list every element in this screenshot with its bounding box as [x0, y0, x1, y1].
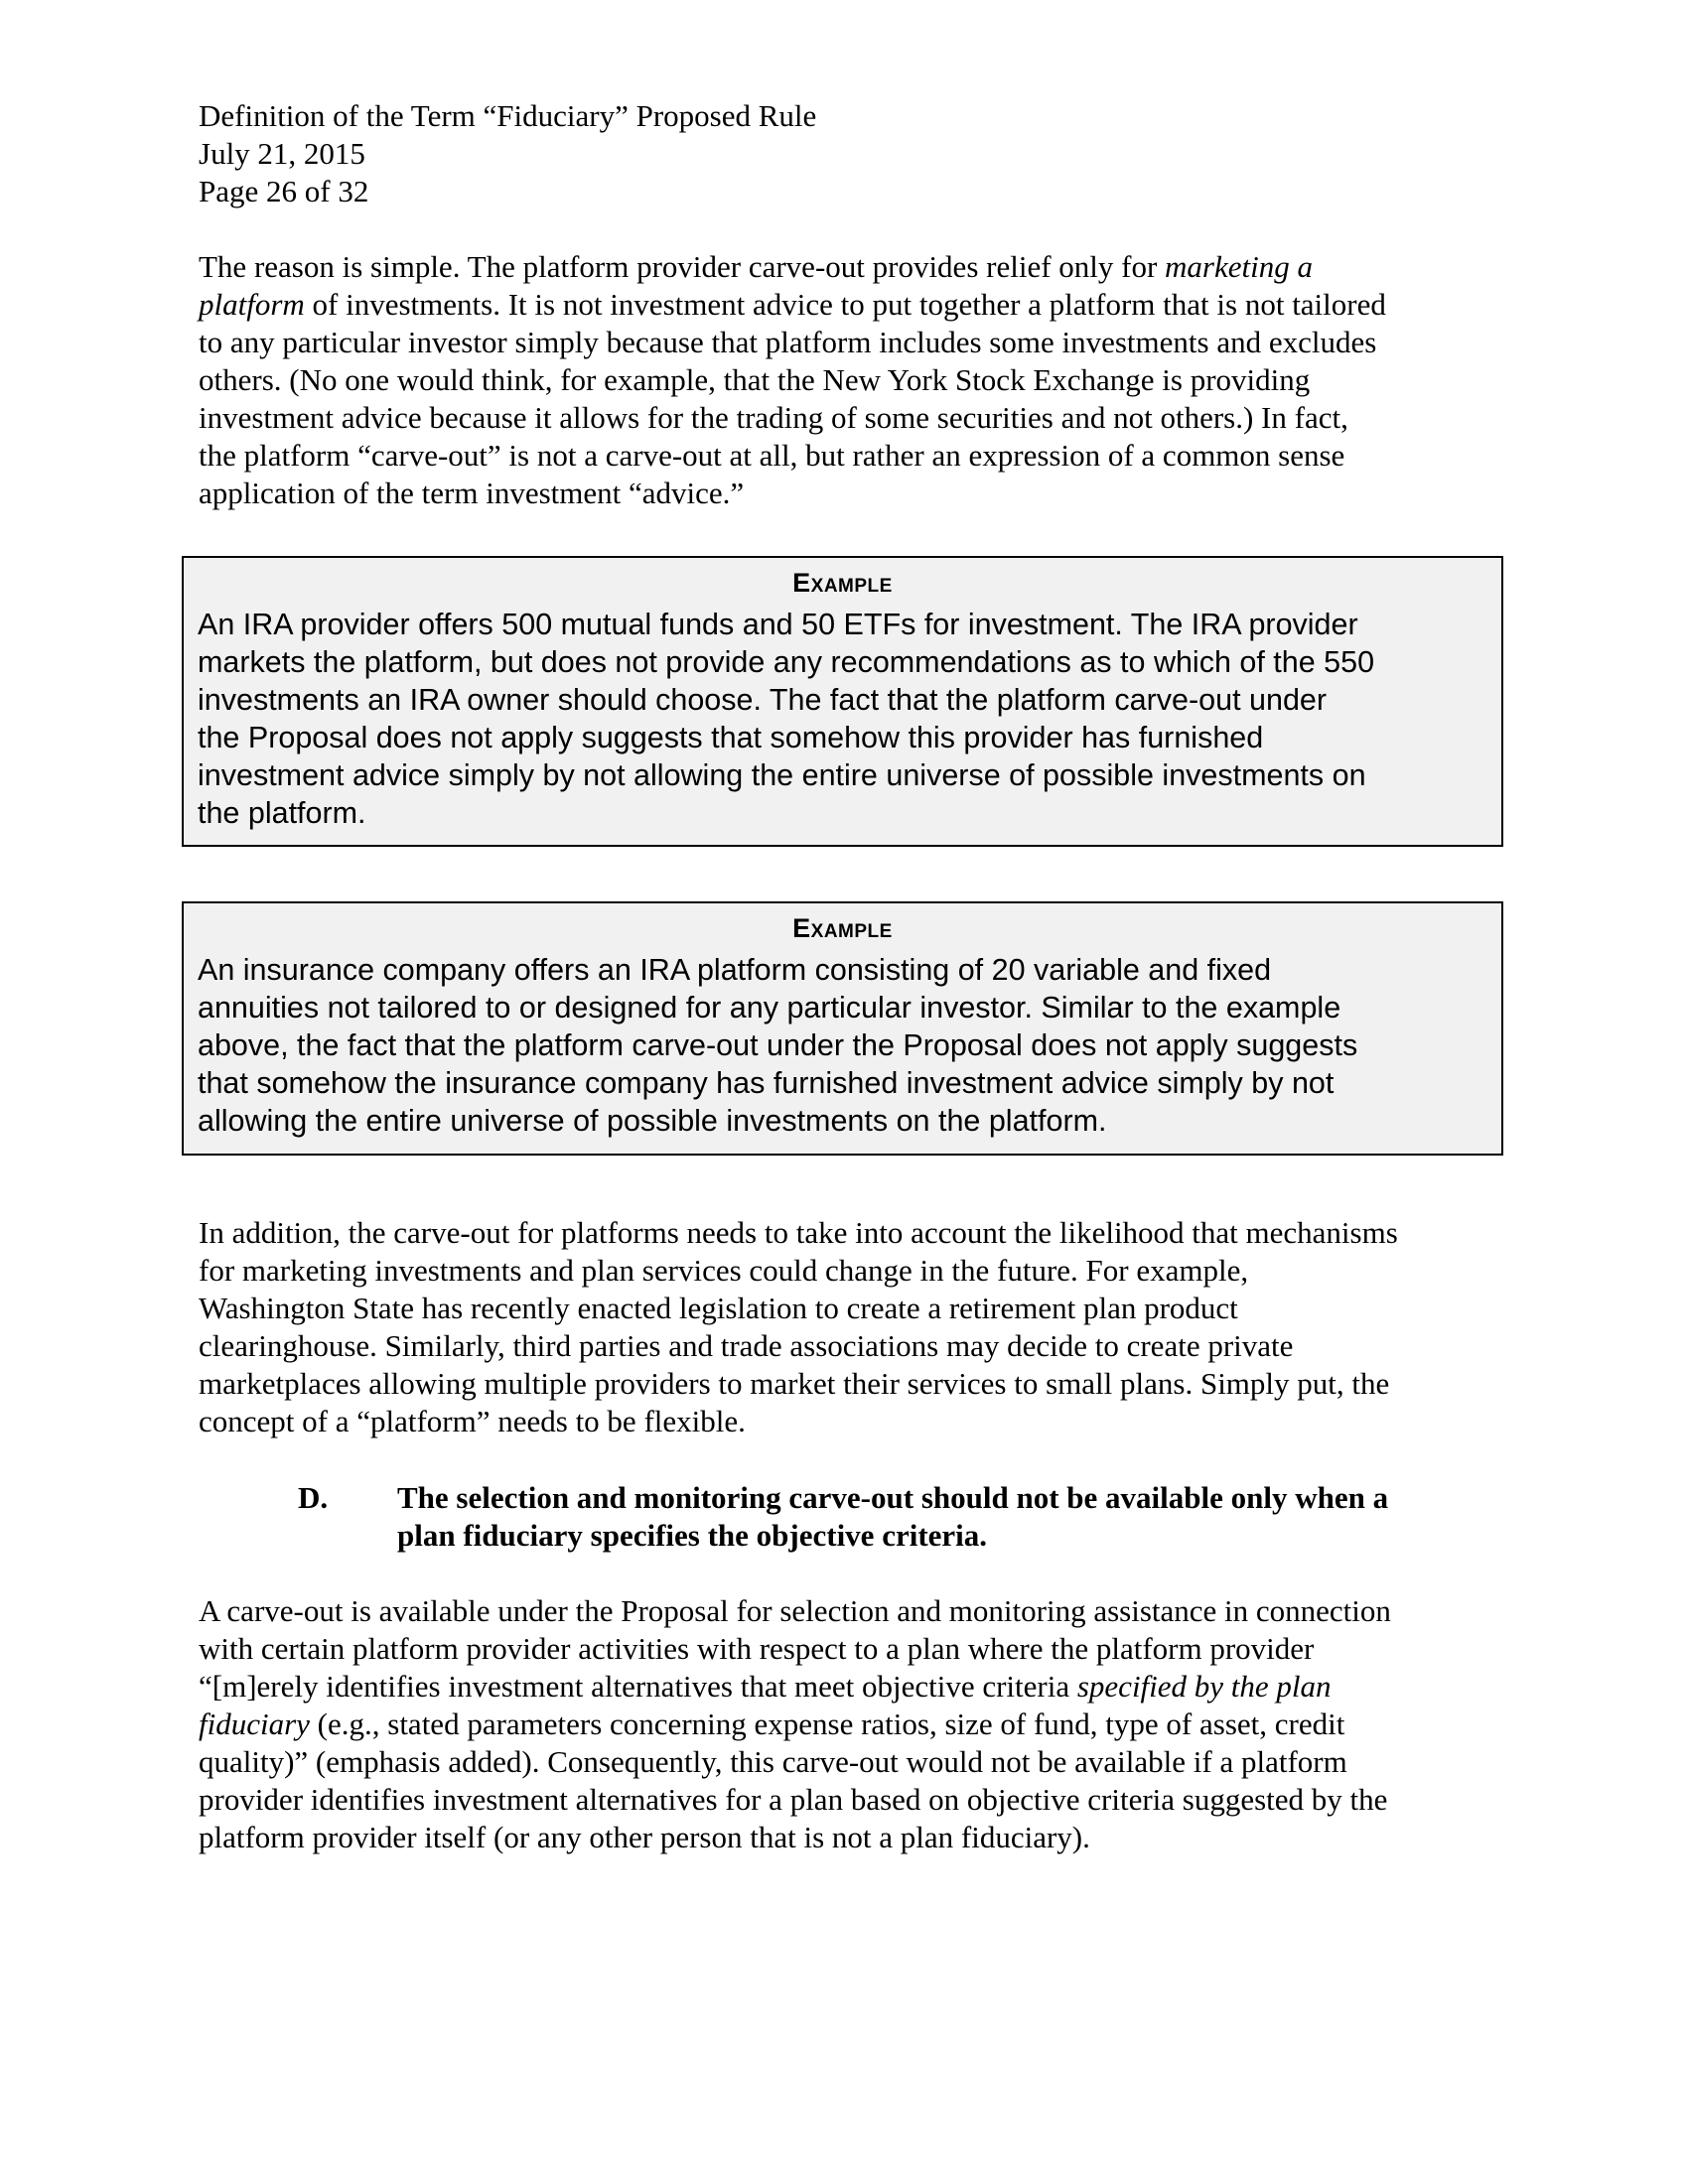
paragraph-line — [199, 286, 1509, 324]
example-line: the Proposal does not apply suggests that somehow this provider has furnished — [198, 721, 1264, 754]
line-text: “[m]erely identifies investment alternatives that meet objective criteria — [199, 1669, 1077, 1704]
paragraph-line: clearinghouse. Similarly, third parties and trade associations may decide to create private — [199, 1328, 1294, 1363]
example-box-insurance-company — [182, 901, 1503, 1156]
section-heading-text — [397, 1479, 1509, 1555]
line-text: of investments. It is not investment advice to put together a platform that is not tailored — [304, 287, 1386, 322]
paragraph-line: Washington State has recently enacted legislation to create a retirement plan product — [199, 1291, 1238, 1325]
paragraph-line: platform provider itself (or any other person that is not a plan fiduciary). — [199, 1820, 1090, 1854]
document-title: Definition of the Term “Fiduciary” Proposed Rule — [199, 98, 817, 133]
page-header — [199, 97, 816, 210]
example-box-title: Example — [792, 568, 893, 598]
paragraph-in-addition — [199, 1214, 1509, 1440]
example-line: annuities not tailored to or designed for any particular investor. Similar to the example — [198, 991, 1341, 1024]
document-date: July 21, 2015 — [199, 136, 365, 171]
line-text: (e.g., stated parameters concerning expense ratios, size of fund, type of asset, credit — [309, 1706, 1345, 1741]
emphasis-text: marketing a — [1165, 249, 1313, 284]
paragraph-line: In addition, the carve-out for platforms needs to take into account the likelihood that mechanisms — [199, 1215, 1398, 1250]
example-line: An insurance company offers an IRA platform consisting of 20 variable and fixed — [198, 953, 1272, 987]
heading-line: plan fiduciary specifies the objective criteria. — [397, 1518, 988, 1553]
example-line: markets the platform, but does not provide any recommendations as to which of the 550 — [198, 645, 1375, 679]
example-line: investment advice simply by not allowing the entire universe of possible investments on — [198, 758, 1366, 792]
paragraph-line: quality)” (emphasis added). Consequently, this carve-out would not be available if a platform — [199, 1744, 1347, 1779]
example-line: that somehow the insurance company has furnished investment advice simply by not — [198, 1066, 1335, 1100]
paragraph-line: provider identifies investment alternatives for a plan based on objective criteria suggested by the — [199, 1782, 1388, 1817]
emphasis-text: platform — [199, 287, 305, 322]
example-line: the platform. — [198, 796, 366, 830]
paragraph-line: A carve-out is available under the Proposal for selection and monitoring assistance in connection — [199, 1593, 1391, 1628]
paragraph-line: application of the term investment “advice.” — [199, 476, 745, 510]
example-box-ira-provider — [182, 556, 1503, 847]
emphasis-text: fiduciary — [199, 1706, 310, 1741]
paragraph-line: with certain platform provider activities with respect to a plan where the platform provider — [199, 1631, 1315, 1666]
paragraph-line: the platform “carve-out” is not a carve-out at all, but rather an expression of a common sense — [199, 438, 1345, 473]
section-letter: D. — [298, 1480, 329, 1515]
line-text: The reason is simple. The platform provider carve-out provides relief only for — [199, 249, 1166, 284]
page-number: Page 26 of 32 — [199, 174, 369, 208]
paragraph-line: marketplaces allowing multiple providers to market their services to small plans. Simply put, the — [199, 1366, 1390, 1401]
paragraph-line — [199, 1706, 1509, 1743]
paragraph-line: others. (No one would think, for example, that the New York Stock Exchange is providing — [199, 362, 1311, 397]
example-box-body — [184, 606, 1501, 832]
example-line: An IRA provider offers 500 mutual funds and 50 ETFs for investment. The IRA provider — [198, 608, 1358, 641]
heading-line: The selection and monitoring carve-out should not be available only when a — [397, 1480, 1389, 1515]
example-line: above, the fact that the platform carve-out under the Proposal does not apply suggests — [198, 1028, 1358, 1062]
paragraph-line: investment advice because it allows for the trading of some securities and not others.) In fact, — [199, 400, 1348, 435]
paragraph-reason-simple — [199, 248, 1509, 512]
paragraph-line — [199, 1668, 1509, 1706]
paragraph-line — [199, 248, 1509, 286]
paragraph-line: for marketing investments and plan services could change in the future. For example, — [199, 1253, 1249, 1288]
paragraph-carve-out-available — [199, 1592, 1509, 1856]
paragraph-line: to any particular investor simply because that platform includes some investments and excludes — [199, 325, 1377, 359]
emphasis-text: specified by the plan — [1076, 1669, 1332, 1704]
example-line: investments an IRA owner should choose. The fact that the platform carve-out under — [198, 683, 1328, 717]
example-line: allowing the entire universe of possible investments on the platform. — [198, 1104, 1107, 1138]
paragraph-line: concept of a “platform” needs to be flexible. — [199, 1404, 746, 1438]
example-box-title: Example — [792, 913, 893, 943]
example-box-body — [184, 951, 1501, 1140]
